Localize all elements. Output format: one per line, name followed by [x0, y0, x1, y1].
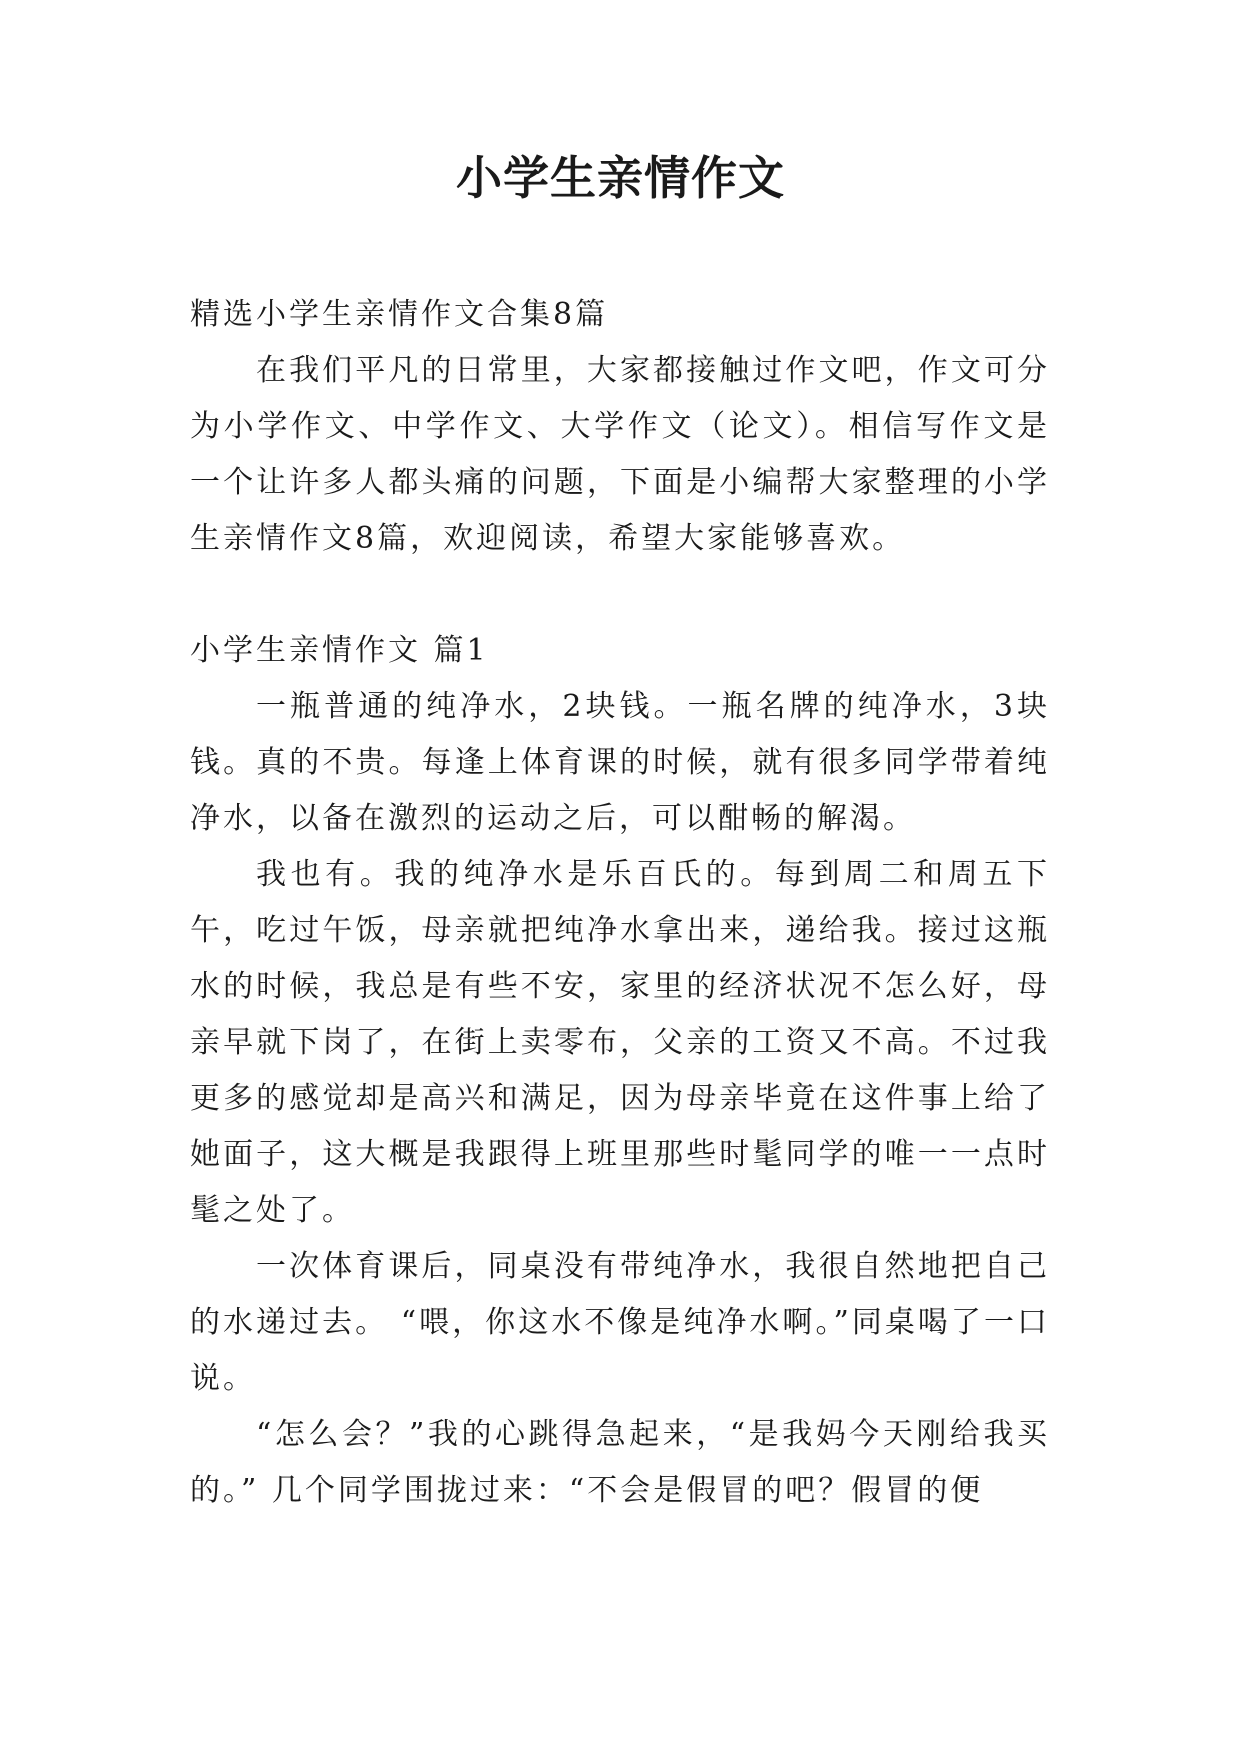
- body-paragraph: 一瓶普通的纯净水，2块钱。一瓶名牌的纯净水，3块钱。真的不贵。每逢上体育课的时候，就有很多同学带着纯净水，以备在激烈的运动之后，可以酣畅的解渴。: [190, 689, 1050, 836]
- section-spacer: [190, 567, 1050, 623]
- body-paragraph: “怎么会？”我的心跳得急起来，“是我妈今天刚给我买的。” 几个同学围拢过来：“不会是假冒的吧？假冒的便: [190, 1417, 1050, 1508]
- collection-heading: 精选小学生亲情作文合集8篇: [190, 297, 609, 332]
- document-body: [190, 287, 1050, 1519]
- body-paragraph: 我也有。我的纯净水是乐百氏的。每到周二和周五下午，吃过午饭，母亲就把纯净水拿出来，递给我。接过这瓶水的时候，我总是有些不安，家里的经济状况不怎么好，母亲早就下岗了，在街上卖零布，父亲的工资又不高。不过我更多的感觉却是高兴和满足，因为母亲毕竟在这件事上给了她面子，这大概是我跟得上班里那些时髦同学的唯一一点时髦之处了。: [190, 857, 1050, 1228]
- intro-paragraph: 在我们平凡的日常里，大家都接触过作文吧，作文可分为小学作文、中学作文、大学作文（论文）。相信写作文是一个让许多人都头痛的问题，下面是小编帮大家整理的小学生亲情作文8篇，欢迎阅读，希望大家能够喜欢。: [190, 353, 1050, 556]
- section-heading: 小学生亲情作文 篇1: [190, 633, 489, 668]
- body-paragraph: 一次体育课后，同桌没有带纯净水，我很自然地把自己的水递过去。 “喂，你这水不像是纯净水啊。”同桌喝了一口说。: [190, 1249, 1050, 1396]
- document-title: 小学生亲情作文: [456, 151, 785, 205]
